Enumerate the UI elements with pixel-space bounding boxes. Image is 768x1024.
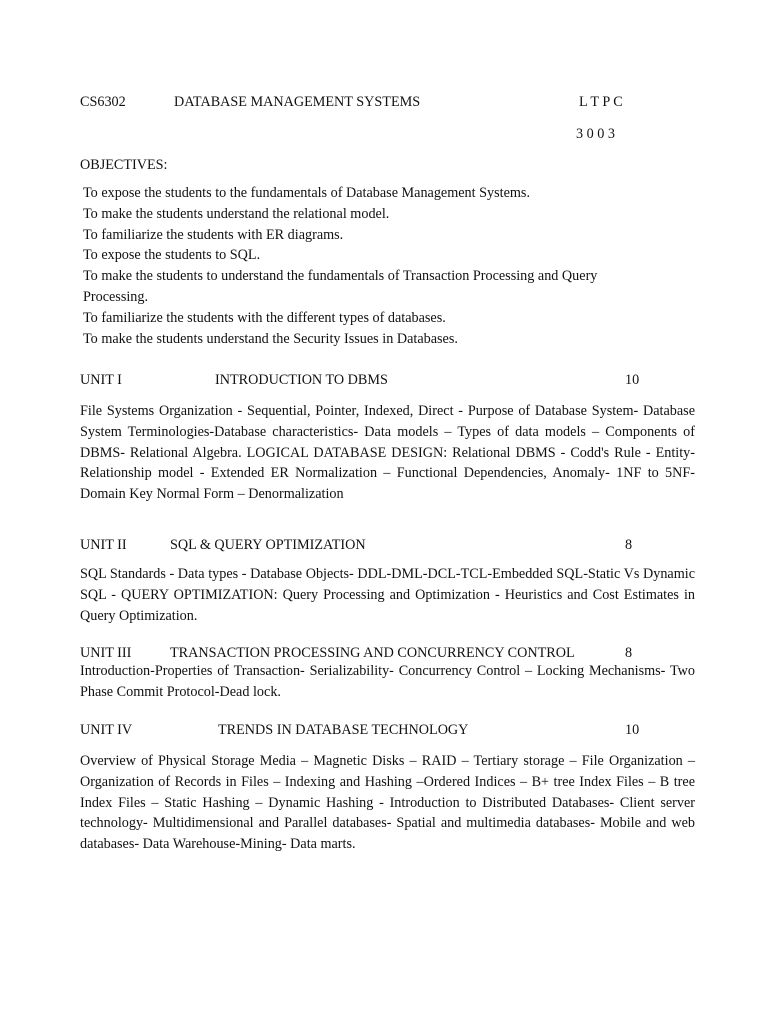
- course-code: CS6302: [80, 94, 126, 110]
- unit-1-title: INTRODUCTION TO DBMS: [215, 372, 388, 388]
- unit-4-content: Overview of Physical Storage Media – Magnetic Disks – RAID – Tertiary storage – File Organization – Organization of Records in Files – Indexing and Hashing –Ordered Indices – B+ tree Index Files – B tree Index Files – Static Hashing – Dynamic Hashing - Introduction to Distributed Databases- Client server technology- Multidimensional and Parallel databases- Spatial and multimedia databases- Mobile and web databases- Data Warehouse-Mining- Data marts.: [80, 753, 695, 853]
- ltpc-values: 3 0 0 3: [576, 126, 616, 142]
- objective-item: To familiarize the students with ER diagrams.: [83, 226, 344, 243]
- unit-2-content: SQL Standards - Data types - Database Objects- DDL-DML-DCL-TCL-Embedded SQL-Static Vs Dynamic SQL - QUERY OPTIMIZATION: Query Processing and Optimization - Heuristics and Cost Estimates in Query Optimization.: [80, 566, 695, 624]
- objective-item: To make the students to understand the fundamentals of Transaction Processing and Query Processing.: [83, 268, 598, 305]
- course-title: DATABASE MANAGEMENT SYSTEMS: [174, 94, 421, 110]
- unit-3-content: Introduction-Properties of Transaction- Serializability- Concurrency Control – Locking Mechanisms- Two Phase Commit Protocol-Dead lock.: [80, 663, 695, 700]
- unit-1-content: File Systems Organization - Sequential, Pointer, Indexed, Direct - Purpose of Database System- Database System Terminologies-Database characteristics- Data models – Types of data models – Components of DBMS- Relational Algebra. LOGICAL DATABASE DESIGN: Relational DBMS - Codd's Rule - Entity-Relationship model - Extended ER Normalization – Functional Dependencies, Anomaly- 1NF to 5NF- Domain Key Normal Form – Denormalization: [80, 403, 695, 503]
- ltpc-label: L T P C: [579, 94, 623, 110]
- unit-4-label: UNIT IV: [80, 722, 133, 738]
- unit-4-hours: 10: [625, 722, 640, 738]
- unit-1-label: UNIT I: [80, 372, 122, 388]
- unit-4-title: TRENDS IN DATABASE TECHNOLOGY: [218, 722, 469, 738]
- objective-item: To expose the students to the fundamentals of Database Management Systems.: [83, 185, 530, 201]
- objective-item: To familiarize the students with the different types of databases.: [83, 309, 446, 326]
- objectives-heading: OBJECTIVES:: [80, 157, 168, 173]
- unit-1-hours: 10: [625, 372, 640, 388]
- unit-3-label: UNIT III: [80, 645, 132, 661]
- objective-item: To expose the students to SQL.: [83, 247, 261, 264]
- unit-3-hours: 8: [625, 645, 633, 661]
- unit-2-hours: 8: [625, 537, 633, 553]
- objective-item: To make the students understand the relational model.: [83, 205, 390, 222]
- unit-2-label: UNIT II: [80, 537, 127, 553]
- objective-item: To make the students understand the Security Issues in Databases.: [83, 330, 458, 347]
- unit-3-title: TRANSACTION PROCESSING AND CONCURRENCY CONTROL: [170, 645, 575, 661]
- objectives-list: [83, 183, 683, 349]
- unit-2-title: SQL & QUERY OPTIMIZATION: [170, 537, 366, 553]
